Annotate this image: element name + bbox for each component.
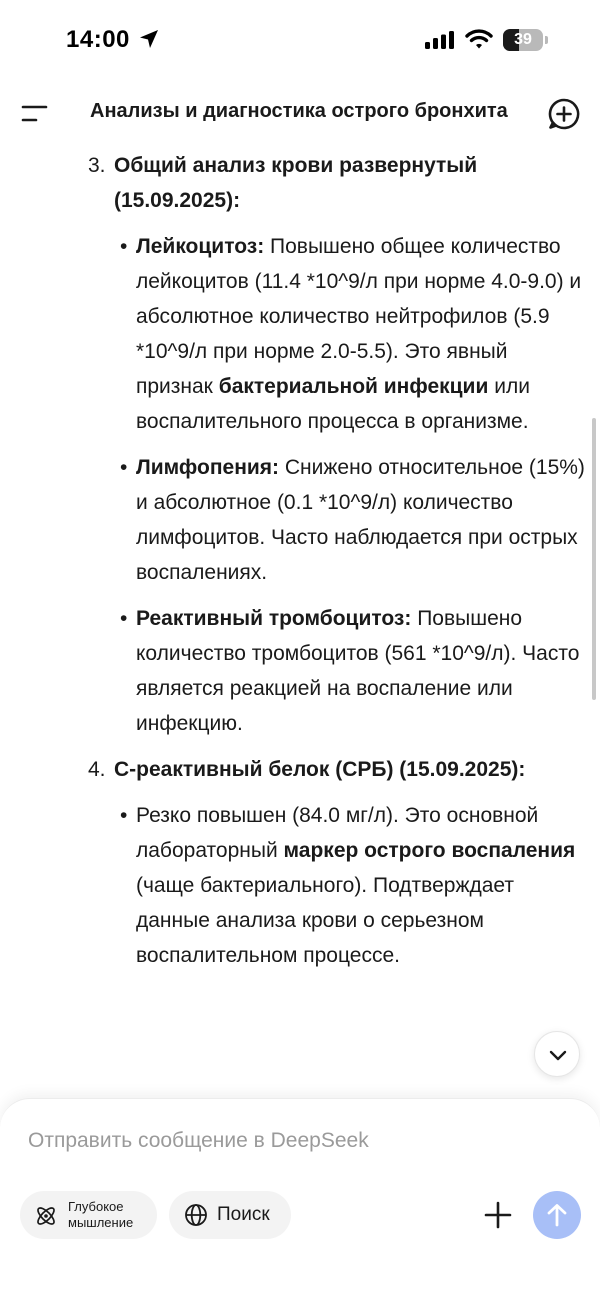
battery-nub [545, 36, 548, 44]
new-chat-icon[interactable] [546, 96, 582, 132]
bullet-icon: • [120, 456, 128, 479]
deep-thinking-button[interactable] [20, 1191, 157, 1239]
list-number: 3. [88, 154, 106, 177]
bullet-icon: • [120, 607, 128, 630]
item-text: Повышено количество тромбоцитов (561 *10^9/л). Часто является реакцией на воспаление или инфекцию. [136, 607, 580, 735]
bullet-icon: • [120, 235, 128, 258]
scroll-to-bottom-button[interactable] [534, 1031, 580, 1077]
emphasis-text: бактериальной инфекции [218, 375, 489, 398]
battery-icon [503, 29, 543, 51]
status-time: 14:00 [66, 26, 130, 53]
emphasis-text: маркер острого воспаления [283, 839, 576, 862]
section-heading: С-реактивный белок (СРБ) (15.09.2025): [114, 758, 526, 781]
bullet-item-thrombocytosis [120, 601, 588, 741]
item-text: Резко повышен (84.0 мг/л). Это основной лабораторный [136, 804, 539, 862]
menu-icon[interactable] [18, 98, 52, 128]
chat-header [0, 86, 600, 142]
search-button[interactable] [169, 1191, 291, 1239]
bullet-icon: • [120, 804, 128, 827]
cellular-signal-icon [425, 31, 455, 49]
atom-icon [34, 1204, 58, 1228]
arrow-up-icon [545, 1202, 569, 1228]
location-arrow-icon [138, 28, 160, 50]
bullet-item-leukocytosis [120, 229, 588, 439]
item-text: или воспалительного процесса в организме. [136, 375, 530, 433]
deep-thinking-label: Глубокое мышление [68, 1199, 134, 1230]
search-label: Поиск [217, 1204, 270, 1225]
item-text: Повышено общее количество лейкоцитов (11.4 *10^9/л при норме 4.0-9.0) и абсолютное количество нейтрофилов (5.9 *10^9/л при норме 2.0-5.5). Это явный признак [136, 235, 582, 398]
term-label: Лимфопения: [136, 456, 280, 479]
message-body [88, 148, 588, 984]
term-label: Реактивный тромбоцитоз: [136, 607, 412, 630]
chevron-down-icon [547, 1044, 569, 1066]
send-button[interactable] [533, 1191, 581, 1239]
chat-title[interactable]: Анализы и диагностика острого бронхита [90, 100, 508, 122]
item-text: (чаще бактериального). Подтверждает данные анализа крови о серьезном воспалительном процессе. [136, 874, 515, 967]
bullet-list [120, 798, 588, 973]
bullet-list [120, 229, 588, 741]
wifi-icon [465, 28, 493, 50]
assistant-message [0, 142, 600, 1100]
list-item-cbc [88, 148, 588, 741]
list-item-crp [88, 752, 588, 973]
bullet-item-lymphopenia [120, 450, 588, 590]
section-heading: Общий анализ крови развернутый (15.09.2025): [114, 154, 478, 212]
battery-level-text: 39 [514, 31, 532, 48]
message-composer [0, 1098, 600, 1300]
list-number: 4. [88, 758, 106, 781]
scrollbar[interactable] [592, 418, 596, 700]
message-input[interactable] [28, 1125, 568, 1157]
item-text: Снижено относительное (15%) и абсолютное (0.1 *10^9/л) количество лимфоцитов. Часто наблюдается при острых воспалениях. [136, 456, 585, 584]
bullet-item-crp [120, 798, 588, 973]
globe-icon [184, 1203, 208, 1227]
status-bar [0, 0, 600, 80]
term-label: Лейкоцитоз: [136, 235, 265, 258]
attach-plus-icon[interactable] [478, 1195, 518, 1235]
